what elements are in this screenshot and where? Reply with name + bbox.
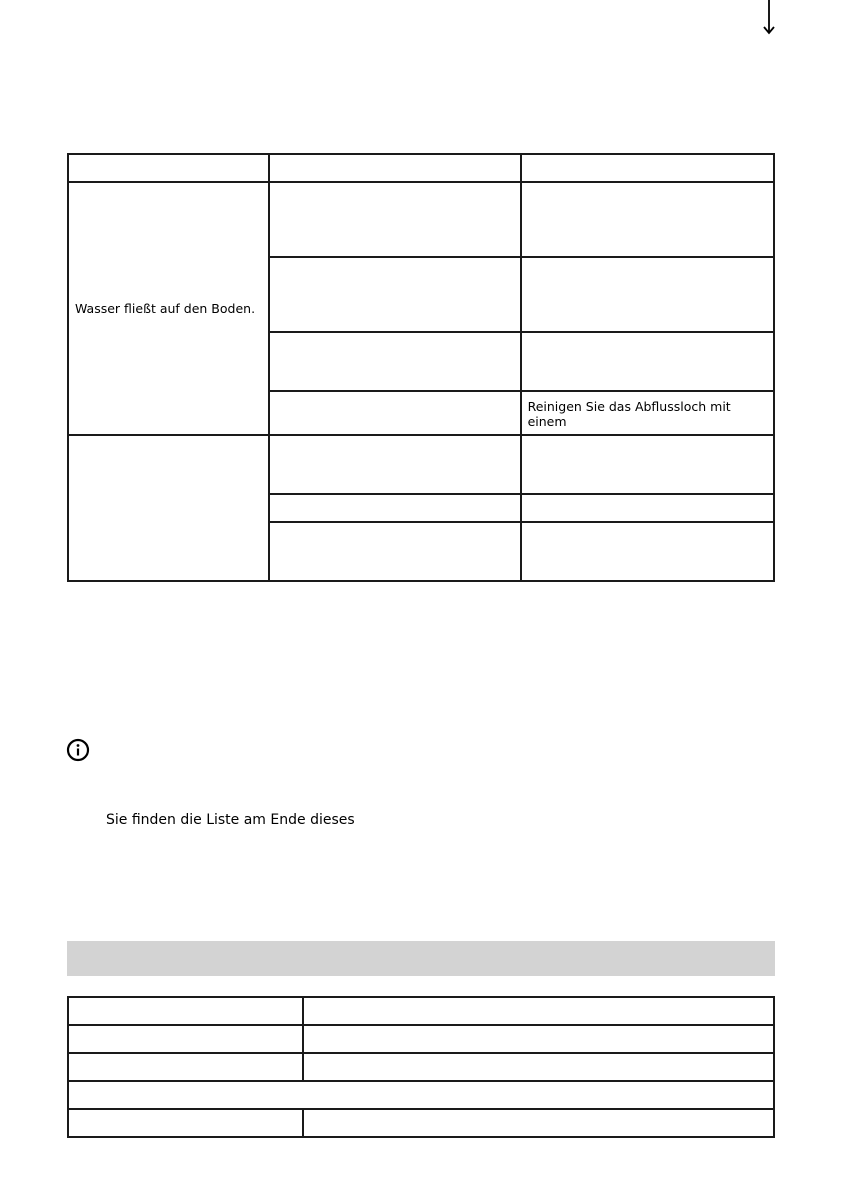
- table-row: [68, 1053, 774, 1081]
- table-row: [68, 182, 774, 257]
- down-arrow-icon: [763, 0, 775, 36]
- spec-value-cell: [303, 1053, 774, 1081]
- info-icon: [66, 738, 90, 762]
- cause-cell: [269, 435, 520, 494]
- problem-cell: Wasser fließt auf den Boden.: [68, 182, 269, 435]
- spec-label-cell: [68, 1109, 303, 1137]
- spec-table: [67, 996, 775, 1138]
- table-header-row: [68, 154, 774, 182]
- info-note-text: Sie finden die Liste am Ende dieses: [106, 812, 355, 828]
- cause-cell: [269, 522, 520, 581]
- solution-cell: Reinigen Sie das Abflussloch mit einem: [521, 391, 774, 435]
- spec-value-cell: [303, 997, 774, 1025]
- solution-cell: [521, 332, 774, 391]
- cause-cell: [269, 494, 520, 522]
- spec-label-cell: [68, 1025, 303, 1053]
- table-row: [68, 997, 774, 1025]
- solution-cell: [521, 494, 774, 522]
- spec-value-cell: [303, 1109, 774, 1137]
- table-row: [68, 1109, 774, 1137]
- header-cell-problem: [68, 154, 269, 182]
- solution-cell: [521, 522, 774, 581]
- section-heading-bar: [67, 941, 775, 976]
- spec-label-cell: [68, 997, 303, 1025]
- cause-cell: [269, 332, 520, 391]
- solution-cell: [521, 435, 774, 494]
- cause-cell: [269, 391, 520, 435]
- spec-label-cell: [68, 1053, 303, 1081]
- troubleshooting-table: [67, 153, 775, 582]
- table-row: [68, 1025, 774, 1053]
- spec-section-cell: [68, 1081, 774, 1109]
- spec-value-cell: [303, 1025, 774, 1053]
- table-row: [68, 1081, 774, 1109]
- problem-cell: [68, 435, 269, 581]
- cause-cell: [269, 182, 520, 257]
- cause-cell: [269, 257, 520, 332]
- solution-cell: [521, 257, 774, 332]
- solution-cell: [521, 182, 774, 257]
- header-cell-cause: [269, 154, 520, 182]
- table-row: [68, 435, 774, 494]
- header-cell-solution: [521, 154, 774, 182]
